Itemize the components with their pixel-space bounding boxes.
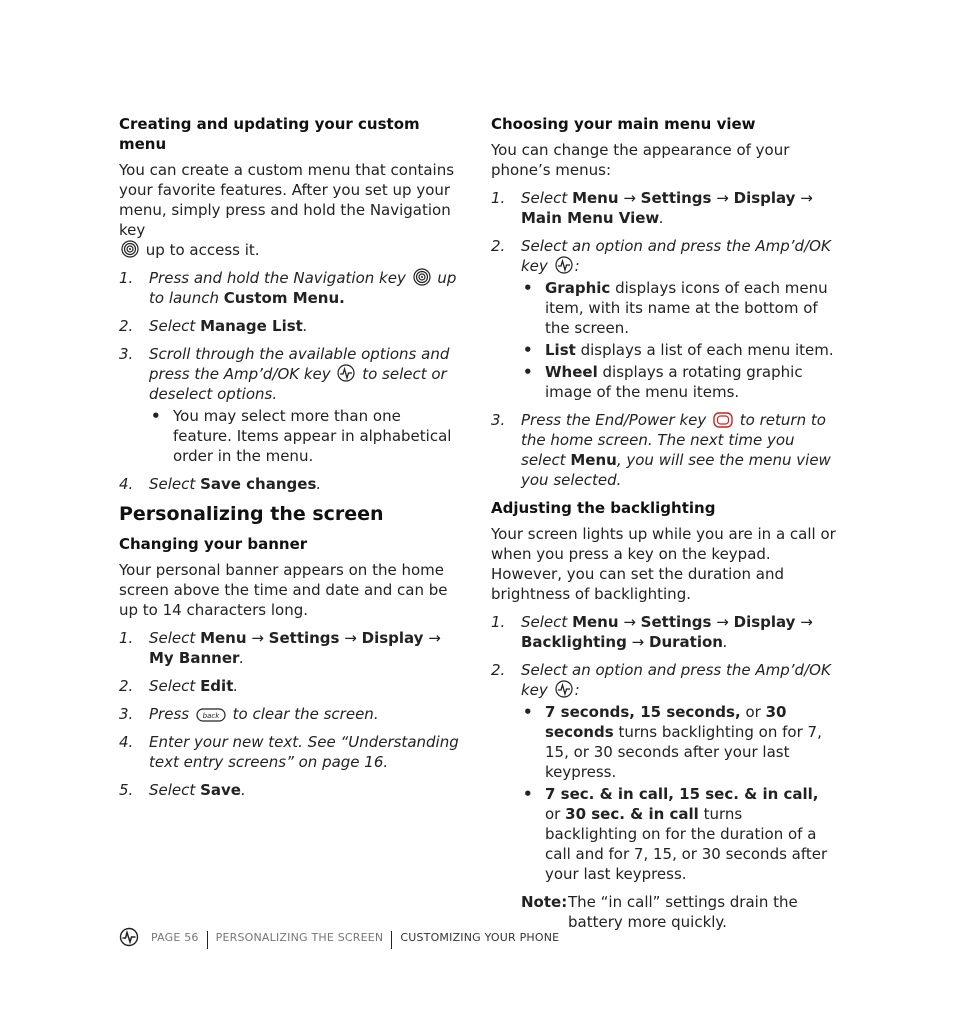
footer-divider [391, 931, 392, 949]
main-menu-intro: You can change the appearance of your phone’s menus: [491, 141, 790, 179]
custom-menu-intro-text: You can create a custom menu that contains your favorite features. After you set up your menu, simply press and hold the Navigation key [119, 161, 455, 239]
page-footer [119, 924, 559, 950]
heading-main-menu-view: Choosing your main menu view [491, 115, 756, 133]
backlighting-intro: Your screen lights up while you are in a call or when you press a key on the keypad. However, you can set the duration and brightness of backlighting. [491, 525, 836, 603]
list-item: 3. Press the End/Power key to return to the home screen. The next time you select Menu, you will see the menu view you selected. [491, 411, 831, 489]
bullet-list [521, 702, 836, 884]
ampd-ok-key-icon [555, 680, 573, 698]
list-item: 5. Select Save. [119, 781, 246, 799]
banner-steps [119, 628, 464, 800]
page-number: PAGE 56 [151, 930, 199, 944]
list-item: 3. Press back to clear the screen. [119, 705, 379, 723]
end-power-key-icon [713, 412, 733, 428]
list-item: • Graphic displays icons of each menu item, with its name at the bottom of the screen. [523, 279, 828, 337]
svg-text:back: back [202, 712, 220, 720]
footer-section: PERSONALIZING THE SCREEN [215, 930, 384, 944]
list-item: 2. Select Edit. [119, 677, 239, 695]
heading-banner: Changing your banner [119, 535, 308, 553]
custom-menu-steps [119, 268, 464, 494]
list-item: 2. Select Manage List. [119, 317, 308, 335]
list-item: • 7 sec. & in call, 15 sec. & in call, or 30 sec. & in call turns backlighting on for the duration of a call and for 7, 15, or 30 seconds after your last keypress. [523, 785, 828, 883]
list-item: • List displays a list of each menu item. [523, 341, 834, 359]
bullet-list [149, 406, 464, 466]
ampd-ok-key-icon [555, 256, 573, 274]
ampd-ok-key-icon [337, 364, 355, 382]
custom-menu-intro-end: up to access it. [145, 241, 260, 259]
list-item: 2. Select an option and press the Amp’d/OK key : • Graphic displays icons of each menu item, with its name at the bottom of the screen. • List displays a list of each menu item. • Wheel displays a rotating graphic image of the menu items. [491, 236, 836, 402]
note-text: The “in call” settings drain the battery more quickly. [568, 893, 798, 931]
list-item: 1. Select Menu → Settings → Display → My Banner. [119, 629, 441, 667]
navigation-key-icon [413, 268, 431, 286]
navigation-key-icon [121, 240, 139, 258]
list-item: 1. Select Menu → Settings → Display → Backlighting → Duration. [491, 613, 813, 651]
main-menu-steps [491, 188, 836, 490]
heading-backlighting: Adjusting the backlighting [491, 499, 716, 517]
left-column [119, 114, 464, 808]
heading-custom-menu: Creating and updating your custom menu [119, 115, 420, 153]
list-item: 3. Scroll through the available options and press the Amp’d/OK key to select or deselect options. • You may select more than one feature. Items appear in alphabetical order in the menu. [119, 344, 464, 466]
back-key-icon [196, 708, 226, 722]
list-item: 2. Select an option and press the Amp’d/OK key : • 7 seconds, 15 seconds, or 30 seconds turns backlighting on for 7, 15, or 30 seconds after your last keypress. • 7 sec. & in call, 15 sec. & in call, or 30 sec. & in call turns backlighting on for the duration of a call and for 7, 15, or 30 seconds after your last keypress. [491, 660, 836, 884]
right-column [491, 114, 836, 932]
list-item: 4. Select Save changes. [119, 475, 322, 493]
heading-personalizing: Personalizing the screen [119, 503, 384, 525]
list-item: 1. Select Menu → Settings → Display → Main Menu View. [491, 189, 813, 227]
custom-menu-intro [119, 160, 464, 260]
backlighting-steps [491, 612, 836, 884]
list-item: • You may select more than one feature. Items appear in alphabetical order in the menu. [151, 407, 452, 465]
footer-chapter: CUSTOMIZING YOUR PHONE [400, 930, 560, 944]
ampd-logo-icon [119, 927, 139, 947]
banner-intro: Your personal banner appears on the home screen above the time and date and can be up to 14 characters long. [119, 561, 448, 619]
list-item: • 7 seconds, 15 seconds, or 30 seconds turns backlighting on for 7, 15, or 30 seconds after your last keypress. [523, 703, 822, 781]
list-item: 4. Enter your new text. See “Understanding text entry screens” on page 16. [119, 733, 459, 771]
note-label: Note: [521, 893, 568, 911]
list-item: • Wheel displays a rotating graphic image of the menu items. [523, 363, 803, 401]
footer-divider [207, 931, 208, 949]
bullet-list [521, 278, 836, 402]
list-item: 1. Press and hold the Navigation key up to launch Custom Menu. [119, 269, 457, 307]
